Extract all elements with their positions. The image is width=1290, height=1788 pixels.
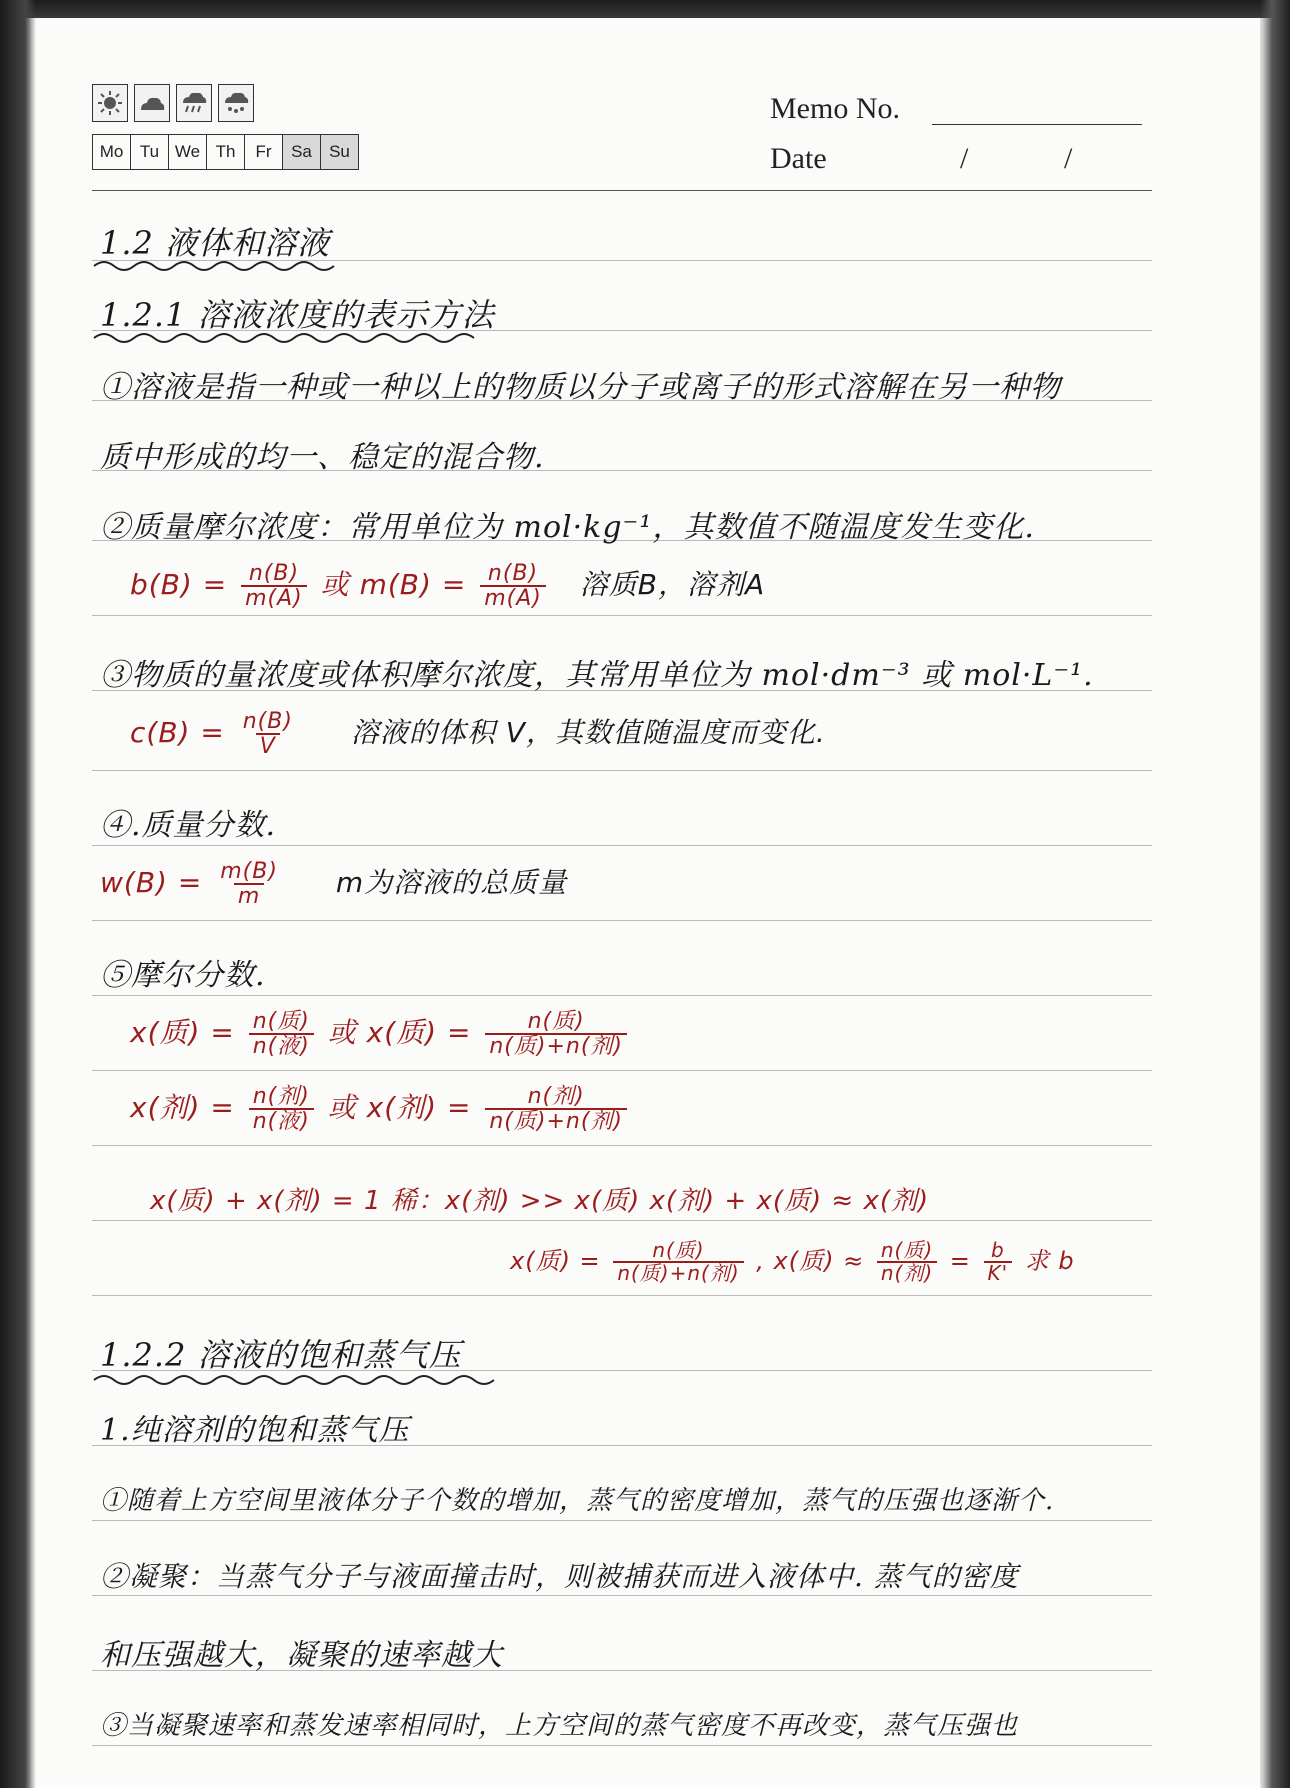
ruled-line: [92, 995, 1152, 996]
fraction: [485, 1010, 627, 1058]
numerator: n(剂): [527, 1084, 585, 1109]
denominator: n(液): [249, 1108, 314, 1133]
fraction: [613, 1240, 743, 1284]
rain-icon: [176, 84, 212, 122]
note-line: ③当凝聚速率和蒸发速率相同时，上方空间的蒸气密度不再改变，蒸气压强也: [100, 1711, 1019, 1741]
ruled-line: [92, 845, 1152, 846]
denominator: m(A): [241, 585, 307, 610]
ruled-line: [92, 920, 1152, 921]
date-separator: /: [960, 142, 969, 175]
formula-dilute-approx: [510, 1240, 1075, 1284]
ruled-line: [92, 615, 1152, 616]
formula-concentration: [130, 710, 826, 758]
subsection-title: 1.2.1 溶液浓度的表示方法: [100, 296, 495, 334]
denominator: n(质)+n(剂): [485, 1108, 627, 1133]
fraction: [249, 1010, 314, 1058]
note-line: ③物质的量浓度或体积摩尔浓度，其常用单位为 mol·dm⁻³ 或 mol·L⁻¹.: [100, 658, 1094, 693]
denominator: m(A): [480, 585, 546, 610]
fraction: [877, 1240, 937, 1284]
formula-tail: 求 b: [1024, 1247, 1075, 1275]
photo-edge-top: [0, 0, 1290, 18]
denominator: V: [256, 733, 280, 758]
note-line: 质中形成的均一、稳定的混合物.: [100, 440, 545, 475]
memo-number-field: [932, 124, 1142, 125]
denominator: n(液): [249, 1033, 314, 1058]
subsection-title: 1.2.2 溶液的饱和蒸气压: [100, 1336, 462, 1374]
note-line: ①随着上方空间里液体分子个数的增加，蒸气的密度增加，蒸气的压强也逐渐个.: [100, 1486, 1055, 1516]
formula-mass-fraction: [100, 860, 567, 908]
numerator: b: [990, 1238, 1005, 1262]
formula-mole-fraction-solvent: [130, 1085, 631, 1133]
note-line: 和压强越大，凝聚的速率越大: [100, 1638, 503, 1673]
numerator: n(B): [248, 561, 300, 586]
fraction: [239, 710, 297, 758]
section-title: 1.2 液体和溶液: [100, 224, 331, 262]
photo-edge-right: [1260, 0, 1290, 1788]
formula-lhs: m(B) =: [359, 568, 467, 602]
denominator: n(质)+n(剂): [485, 1033, 627, 1058]
formula-note: 溶液的体积 V，其数值随温度而变化.: [350, 716, 826, 750]
formula-lhs: x(质) =: [510, 1247, 601, 1275]
denominator: m: [234, 883, 264, 908]
note-line: ⑤摩尔分数.: [100, 958, 266, 993]
formula-lhs: x(剂) =: [366, 1091, 472, 1125]
day-we: We: [169, 135, 207, 169]
formula-mole-fraction-solute: [130, 1010, 631, 1058]
date-label: Date: [770, 142, 827, 175]
day-su: Su: [321, 135, 358, 169]
numerator: n(质): [880, 1238, 934, 1262]
fraction: [984, 1240, 1013, 1284]
header-divider: [92, 190, 1152, 191]
title-underline: [92, 258, 352, 272]
fraction: [480, 562, 546, 610]
formula-molality: [130, 562, 765, 610]
denominator: n(剂): [877, 1261, 937, 1284]
subtitle-underline: [92, 1372, 512, 1386]
formula-lhs: x(质) =: [130, 1016, 235, 1050]
formula-lhs: x(质) =: [366, 1016, 472, 1050]
numerator: m(B): [220, 859, 278, 884]
day-sa: Sa: [283, 135, 321, 169]
formula-or: 或: [327, 1091, 357, 1125]
formula-lhs: x(剂) =: [130, 1091, 235, 1125]
snow-icon: [218, 84, 254, 122]
ruled-line: [92, 1295, 1152, 1296]
numerator: n(剂): [252, 1084, 310, 1109]
sun-icon: [92, 84, 128, 122]
numerator: n(B): [242, 709, 293, 734]
fraction: [241, 562, 307, 610]
date-separator: /: [1064, 142, 1073, 175]
weekday-selector: [92, 134, 359, 170]
day-tu: Tu: [131, 135, 169, 169]
note-line: ④.质量分数.: [100, 808, 277, 843]
ruled-line: [92, 1220, 1152, 1221]
note-line: ①溶液是指一种或一种以上的物质以分子或离子的形式溶解在另一种物: [100, 370, 1061, 405]
memo-label: Memo No.: [770, 92, 900, 125]
ruled-line: [92, 1520, 1152, 1521]
day-th: Th: [207, 135, 245, 169]
denominator: n(质)+n(剂): [613, 1261, 743, 1284]
day-fr: Fr: [245, 135, 283, 169]
numerator: n(质): [527, 1009, 585, 1034]
formula-lhs: c(B) =: [130, 716, 225, 750]
numerator: n(质): [252, 1009, 310, 1034]
formula-sum: x(质) + x(剂) = 1 稀：x(剂) >> x(质) x(剂) + x(质) ≈ x(剂): [150, 1186, 930, 1216]
ruled-line: [92, 1070, 1152, 1071]
ruled-line: [92, 770, 1152, 771]
ruled-line: [92, 1145, 1152, 1146]
fraction: [249, 1085, 314, 1133]
formula-eq: =: [949, 1247, 971, 1275]
day-mo: Mo: [93, 135, 131, 169]
cloud-icon: [134, 84, 170, 122]
numerator: n(B): [487, 561, 539, 586]
formula-lhs: , x(质) ≈: [756, 1247, 865, 1275]
formula-note: 溶质B，溶剂A: [579, 568, 766, 602]
ruled-line: [92, 1595, 1152, 1596]
formula-or: 或: [327, 1016, 357, 1050]
fraction: [216, 860, 282, 908]
note-line: ②凝聚：当蒸气分子与液面撞击时，则被捕获而进入液体中. 蒸气的密度: [100, 1560, 1019, 1593]
photo-edge-left: [0, 0, 36, 1788]
ruled-line: [92, 1745, 1152, 1746]
denominator: K': [984, 1261, 1013, 1284]
subtitle-underline: [92, 330, 492, 344]
weather-icons: [92, 84, 254, 122]
formula-note: m为溶液的总质量: [335, 866, 568, 900]
fraction: [485, 1085, 627, 1133]
formula-lhs: w(B) =: [100, 866, 203, 900]
note-line: ②质量摩尔浓度：常用单位为 mol·kg⁻¹，其数值不随温度发生变化.: [100, 510, 1035, 545]
formula-lhs: b(B) =: [130, 568, 228, 602]
note-line: 1.纯溶剂的饱和蒸气压: [100, 1413, 410, 1448]
formula-or: 或: [320, 568, 350, 602]
numerator: n(质): [652, 1238, 705, 1262]
